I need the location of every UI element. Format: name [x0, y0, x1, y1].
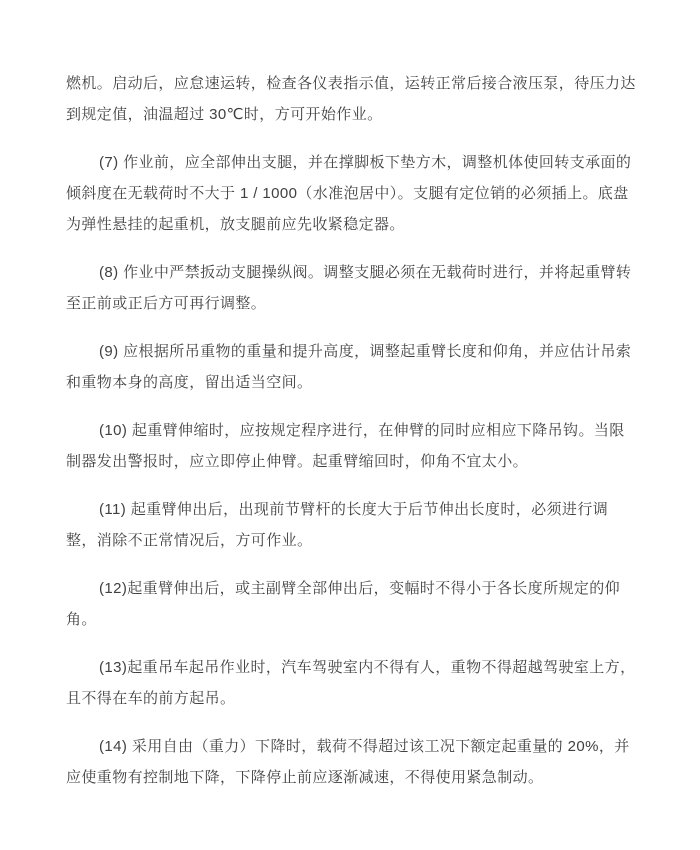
paragraph-item-11: (11) 起重臂伸出后，出现前节臂杆的长度大于后节伸出长度时，必须进行调整，消除不正常情况后，方可作业。 — [66, 501, 609, 549]
paragraph-item-13: (13)起重吊车起吊作业时，汽车驾驶室内不得有人，重物不得超越驾驶室上方，且不得在车的前方起吊。 — [66, 659, 636, 707]
paragraph-continuation: 燃机。启动后，应怠速运转，检查各仪表指示值，运转正常后接合液压泵，待压力达到规定值，油温超过 30℃时，方可开始作业。 — [66, 75, 636, 123]
paragraph-item-12: (12)起重臂伸出后，或主副臂全部伸出后，变幅时不得小于各长度所规定的仰角。 — [66, 580, 621, 628]
paragraph-item-8: (8) 作业中严禁扳动支腿操纵阀。调整支腿必须在无载荷时进行，并将起重臂转至正前或正后方可再行调整。 — [66, 264, 632, 312]
paragraph-item-7: (7) 作业前，应全部伸出支腿，并在撑脚板下垫方木，调整机体使回转支承面的倾斜度在无载荷时不大于 1 / 1000（水准泡居中）。支腿有定位销的必须插上。底盘为弹性悬挂的起重机，放支腿前应先收紧稳定器。 — [66, 154, 632, 233]
paragraph-item-10: (10) 起重臂伸缩时，应按规定程序进行，在伸臂的同时应相应下降吊钩。当限制器发出警报时，应立即停止伸臂。起重臂缩回时，仰角不宜太小。 — [66, 422, 625, 470]
paragraph-item-9: (9) 应根据所吊重物的重量和提升高度，调整起重臂长度和仰角，并应估计吊索和重物本身的高度，留出适当空间。 — [66, 343, 632, 391]
paragraph-item-14: (14) 采用自由（重力）下降时，载荷不得超过该工况下额定起重量的 20%，并应使重物有控制地下降，下降停止前应逐渐减速，不得使用紧急制动。 — [66, 738, 630, 786]
